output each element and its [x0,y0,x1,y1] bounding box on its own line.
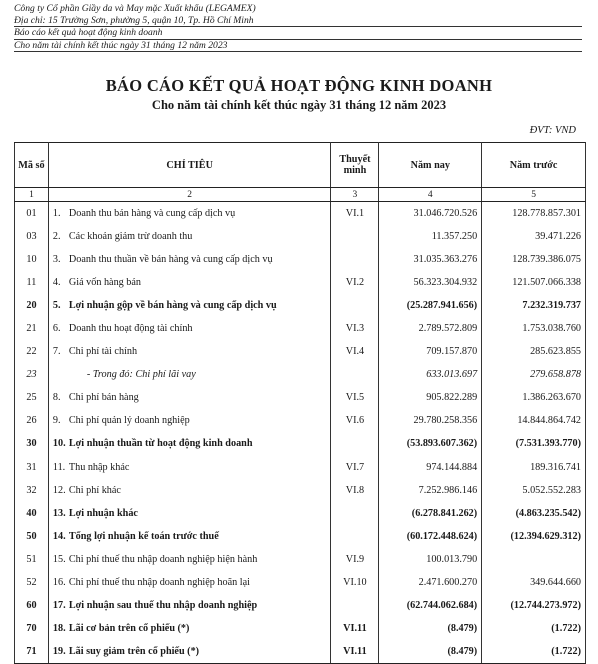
row-code: 50 [15,525,49,548]
row-current-year: 974.144.884 [379,456,482,479]
row-current-year: (8.479) [379,640,482,663]
col-number-5: 5 [482,188,586,202]
row-current-year: 2.789.572.809 [379,317,482,340]
col-header-note: Thuyết minh [331,143,379,188]
row-label: Các khoản giảm trừ doanh thu [68,230,193,242]
row-code: 26 [15,409,49,432]
row-current-year: 633.013.697 [379,363,482,386]
row-note: VI.11 [331,617,379,640]
row-label: Giá vốn hàng bán [68,276,142,288]
row-item [48,594,331,617]
row-code: 21 [15,317,49,340]
row-note [331,294,379,317]
row-note: VI.6 [331,409,379,432]
table-header-row [15,143,586,188]
col-number-1: 1 [15,188,49,202]
row-previous-year: (12.394.629.312) [482,525,586,548]
row-previous-year: 5.052.552.283 [482,479,586,502]
col-header-previous: Năm trước [482,143,586,188]
table-row [15,386,586,409]
row-item [48,432,331,455]
row-item [48,294,331,317]
row-number: 10. [52,438,66,450]
row-current-year: 2.471.600.270 [379,571,482,594]
row-code: 20 [15,294,49,317]
report-period: Cho năm tài chính kết thúc ngày 31 tháng 12 năm 2023 [14,40,582,53]
row-code: 01 [15,202,49,225]
row-note: VI.2 [331,271,379,294]
row-number: 17. [52,600,66,612]
row-number: 11. [52,461,66,473]
row-item [48,317,331,340]
row-item [48,502,331,525]
row-note: VI.11 [331,640,379,663]
row-number: 8. [52,392,61,404]
row-number: 6. [52,323,61,335]
col-number-4: 4 [379,188,482,202]
row-number: 12. [52,484,66,496]
row-previous-year [482,548,586,571]
row-previous-year: 279.658.878 [482,363,586,386]
row-previous-year: 7.232.319.737 [482,294,586,317]
row-label: Chi phí tài chính [68,346,138,358]
row-note: VI.4 [331,340,379,363]
row-current-year: 31.046.720.526 [379,202,482,225]
row-number: 13. [52,507,66,519]
row-previous-year: 349.644.660 [482,571,586,594]
row-note [331,525,379,548]
table-row [15,409,586,432]
row-note: VI.7 [331,456,379,479]
table-row [15,525,586,548]
row-label: Lợi nhuận sau thuế thu nhập doanh nghiệp [68,600,258,612]
row-number: 5. [52,299,61,311]
row-code: 70 [15,617,49,640]
row-label: Doanh thu bán hàng và cung cấp dịch vụ [68,207,236,219]
row-item [48,225,331,248]
row-previous-year: 1.386.263.670 [482,386,586,409]
table-row [15,202,586,225]
row-previous-year: (4.863.235.542) [482,502,586,525]
row-current-year: (53.893.607.362) [379,432,482,455]
row-item [48,202,331,225]
row-label: Thu nhập khác [68,461,130,473]
col-header-item: CHỈ TIÊU [48,143,331,188]
row-note [331,363,379,386]
report-name: Báo cáo kết quả hoạt động kinh doanh [14,27,582,40]
row-current-year: 56.323.304.932 [379,271,482,294]
row-previous-year: 1.753.038.760 [482,317,586,340]
col-number-2: 2 [48,188,331,202]
table-row [15,317,586,340]
row-current-year: 905.822.289 [379,386,482,409]
row-label: Lợi nhuận thuần từ hoạt động kinh doanh [68,438,253,450]
row-previous-year: 128.739.386.075 [482,248,586,271]
row-item [48,479,331,502]
row-note [331,502,379,525]
table-row [15,225,586,248]
row-number: 2. [52,230,61,242]
row-previous-year: 128.778.857.301 [482,202,586,225]
row-code: 10 [15,248,49,271]
row-code: 51 [15,548,49,571]
row-number: 7. [52,346,61,358]
page-title: BÁO CÁO KẾT QUẢ HOẠT ĐỘNG KINH DOANH [105,76,493,95]
row-label: Chi phí thuế thu nhập doanh nghiệp hiện hành [68,553,258,565]
row-code: 71 [15,640,49,663]
row-item [48,617,331,640]
row-label: Chi phí khác [68,484,121,496]
page-subtitle: Cho năm tài chính kết thúc ngày 31 tháng 12 năm 2023 [151,98,447,112]
row-number: 14. [52,530,66,542]
row-item [48,548,331,571]
row-code: 11 [15,271,49,294]
row-current-year: 7.252.986.146 [379,479,482,502]
table-row [15,640,586,663]
row-number: 4. [52,276,61,288]
row-previous-year: (1.722) [482,617,586,640]
row-previous-year: 121.507.066.338 [482,271,586,294]
row-label: Lãi cơ bản trên cổ phiếu (*) [68,623,190,635]
company-address: Địa chỉ: 15 Trường Sơn, phường 5, quận 10, Tp. Hồ Chí Minh [14,15,582,28]
row-item [48,525,331,548]
row-current-year: (62.744.062.684) [379,594,482,617]
row-number: 16. [52,577,66,589]
row-note [331,225,379,248]
table-row [15,617,586,640]
table-row [15,479,586,502]
row-note: VI.10 [331,571,379,594]
row-current-year: 709.157.870 [379,340,482,363]
row-current-year: 31.035.363.276 [379,248,482,271]
table-row [15,502,586,525]
row-number: 15. [52,553,66,565]
row-item [48,409,331,432]
row-note [331,594,379,617]
row-note [331,432,379,455]
row-code: 30 [15,432,49,455]
row-code: 60 [15,594,49,617]
row-label: Chi phí quản lý doanh nghiệp [68,415,190,427]
row-previous-year: (7.531.393.770) [482,432,586,455]
row-note: VI.5 [331,386,379,409]
table-row [15,363,586,386]
table-row [15,340,586,363]
income-statement-table [14,142,586,664]
row-item [48,340,331,363]
row-code: 32 [15,479,49,502]
row-current-year: 29.780.258.356 [379,409,482,432]
row-current-year: 11.357.250 [379,225,482,248]
row-number: 1. [52,207,61,219]
row-label: Chi phí thuế thu nhập doanh nghiệp hoãn lại [68,577,250,589]
row-item [48,640,331,663]
row-item [48,363,331,386]
row-note: VI.9 [331,548,379,571]
row-code: 52 [15,571,49,594]
row-previous-year: 39.471.226 [482,225,586,248]
row-note [331,248,379,271]
row-label: Lãi suy giảm trên cổ phiếu (*) [68,646,200,658]
row-previous-year: 14.844.864.742 [482,409,586,432]
col-header-code: Mã số [15,143,49,188]
table-row [15,456,586,479]
row-current-year: (60.172.448.624) [379,525,482,548]
row-label: Doanh thu thuần về bán hàng và cung cấp dịch vụ [68,253,273,265]
row-current-year: (8.479) [379,617,482,640]
row-number: 19. [52,646,66,658]
company-header [14,3,582,52]
row-code: 03 [15,225,49,248]
row-note: VI.8 [331,479,379,502]
row-item [48,456,331,479]
table-row [15,294,586,317]
row-code: 31 [15,456,49,479]
table-row [15,271,586,294]
row-label: Tổng lợi nhuận kế toán trước thuế [68,530,219,542]
table-row [15,594,586,617]
row-item [48,248,331,271]
table-row [15,432,586,455]
row-code: 23 [15,363,49,386]
currency-unit: ĐVT: VND [529,125,576,136]
col-number-3: 3 [331,188,379,202]
row-label: Chi phí bán hàng [68,392,139,404]
row-number: 3. [52,253,61,265]
row-previous-year: (1.722) [482,640,586,663]
table-row [15,248,586,271]
row-previous-year: 189.316.741 [482,456,586,479]
row-previous-year: 285.623.855 [482,340,586,363]
row-current-year: 100.013.790 [379,548,482,571]
row-number: 9. [52,415,61,427]
row-label: - Trong đó: Chi phí lãi vay [86,369,196,381]
table-row [15,571,586,594]
row-item [48,386,331,409]
company-name: Công ty Cổ phần Giầy da và May mặc Xuất khẩu (LEGAMEX) [14,3,256,14]
row-item [48,271,331,294]
row-code: 22 [15,340,49,363]
row-note: VI.1 [331,202,379,225]
row-code: 40 [15,502,49,525]
table-row [15,548,586,571]
row-current-year: (6.278.841.262) [379,502,482,525]
row-code: 25 [15,386,49,409]
row-label: Lợi nhuận khác [68,507,138,519]
row-number: 18. [52,623,66,635]
col-header-current: Năm nay [379,143,482,188]
row-item [48,571,331,594]
column-number-row [15,188,586,202]
row-label: Lợi nhuận gộp về bán hàng và cung cấp dịch vụ [68,299,277,311]
row-label: Doanh thu hoạt động tài chính [68,323,193,335]
row-note: VI.3 [331,317,379,340]
row-current-year: (25.287.941.656) [379,294,482,317]
row-previous-year: (12.744.273.972) [482,594,586,617]
